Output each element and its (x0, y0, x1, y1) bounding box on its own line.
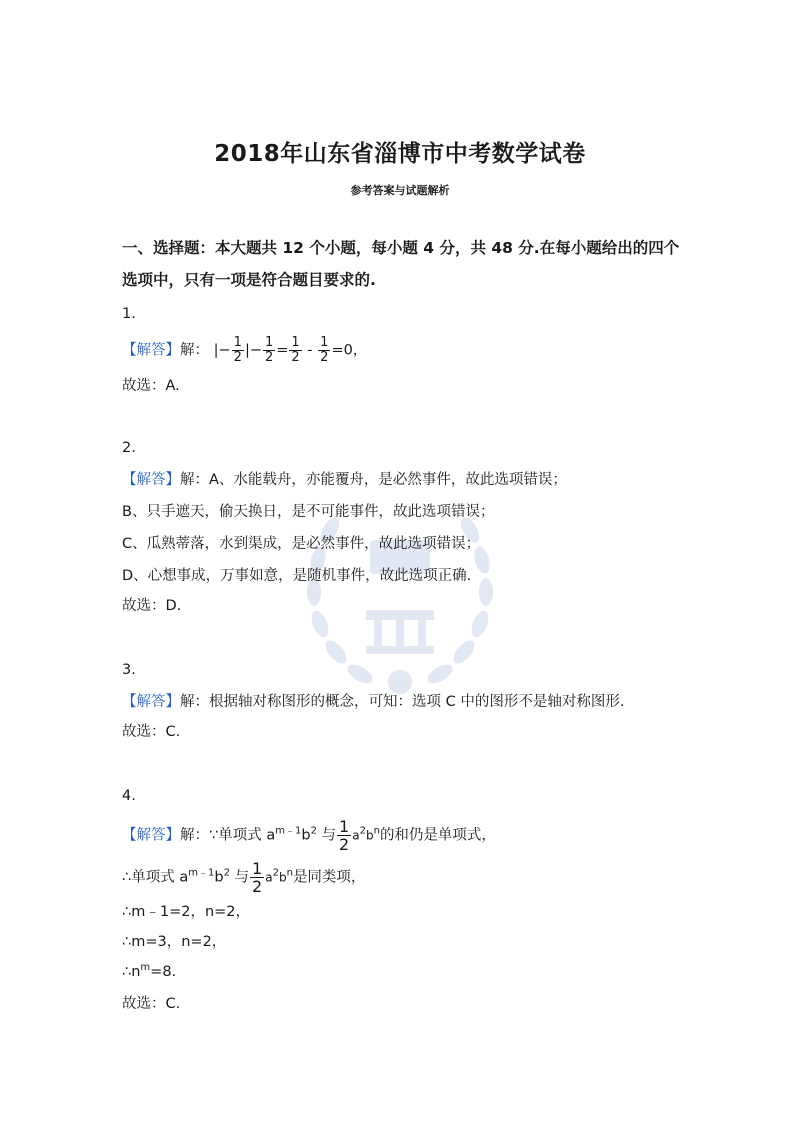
page-subtitle: 参考答案与试题解析 (350, 184, 450, 197)
question-1-solution (122, 336, 367, 365)
result-zero: =0， (331, 342, 368, 359)
solution-tag: 【解答】 (122, 827, 180, 844)
question-3-answer: 故选：C. (122, 724, 181, 740)
abs-bar-open: | (213, 342, 219, 359)
question-2-answer: 故选：D. (122, 598, 182, 614)
exponent: n (373, 825, 380, 837)
connector-text: 与 (229, 869, 250, 886)
question-4-solution-line-3: ∴m﹣1=2，n=2， (122, 904, 251, 920)
section-heading-line-2: 选项中，只有一项是符合题目要求的. (122, 271, 376, 289)
solution-text: ∴n (122, 964, 141, 980)
variable-b: b (365, 828, 374, 843)
question-4-number: 4. (122, 788, 136, 804)
variable-a: a (265, 870, 273, 885)
page-title: 2018年山东省淄博市中考数学试卷 (214, 141, 586, 167)
exponent: m﹣1 (275, 825, 302, 837)
exponent: 2 (310, 825, 317, 837)
minus-sign: − (218, 342, 231, 359)
fraction-half: $\frac{1}{2}$ (264, 335, 274, 365)
monomial-text: 解：∵单项式 a (180, 827, 276, 844)
variable-a: a (352, 828, 360, 843)
solution-text: 是同类项， (292, 869, 366, 886)
solution-text: 解：A、水能载舟，亦能覆舟，是必然事件，故此选项错误； (180, 472, 567, 488)
question-1-answer: 故选：A. (122, 378, 180, 394)
question-2-solution-line-2: B、只手遮天，偷天换日，是不可能事件，故此选项错误； (122, 504, 495, 520)
question-3-number: 3. (122, 662, 136, 678)
solution-tag: 【解答】 (122, 694, 180, 710)
fraction-half: $\frac{1}{2}$ (233, 335, 242, 365)
section-heading-line-1: 一、选择题：本大题共 12 个小题，每小题 4 分，共 48 分.在每小题给出的四个 (122, 239, 680, 257)
question-4-solution-line-5 (122, 962, 176, 982)
variable-b: b (278, 870, 287, 885)
solution-tag: 【解答】 (122, 472, 180, 488)
monomial-text: ∴单项式 a (122, 869, 189, 886)
fraction-half: $\frac{1}{2}$ (252, 859, 263, 896)
exponent: n (286, 867, 293, 879)
fraction-half: $\frac{1}{2}$ (339, 817, 350, 854)
question-2-solution-line-3: C、瓜熟蒂落，水到渠成，是必然事件，故此选项错误； (122, 536, 481, 552)
solution-text: 解：根据轴对称图形的概念，可知：选项 C 中的图形不是轴对称图形. (180, 694, 625, 710)
variable-b: b (301, 827, 311, 844)
fraction-half: $\frac{1}{2}$ (320, 335, 329, 365)
question-4-answer: 故选：C. (122, 996, 181, 1012)
exponent: 2 (223, 867, 230, 879)
solution-tag: 【解答】 (122, 342, 180, 359)
question-2-solution-line-1 (122, 470, 567, 490)
solution-prefix: 解： (180, 342, 209, 359)
question-2-number: 2. (122, 440, 136, 456)
question-1-number: 1. (122, 306, 136, 322)
solution-text: 的和仍是单项式， (379, 827, 496, 844)
abs-bar-close: | (244, 342, 250, 359)
question-4-solution-line-1 (122, 818, 496, 853)
exponent: m﹣1 (188, 867, 215, 879)
variable-b: b (214, 869, 224, 886)
exponent: 2 (359, 825, 366, 837)
question-3-solution (122, 692, 624, 712)
minus-sign: - (302, 342, 318, 359)
question-4-solution-line-2 (122, 860, 365, 895)
exponent: m (140, 962, 151, 974)
exponent: 2 (272, 867, 279, 879)
question-4-solution-line-4: ∴m=3，n=2， (122, 934, 227, 950)
connector-text: 与 (316, 827, 337, 844)
question-2-solution-line-4: D、心想事成，万事如意，是随机事件，故此选项正确. (122, 568, 472, 584)
solution-text: =8. (150, 964, 177, 980)
minus-sign: − (249, 342, 262, 359)
fraction-half: $\frac{1}{2}$ (291, 335, 300, 365)
equals-sign: = (276, 342, 289, 359)
